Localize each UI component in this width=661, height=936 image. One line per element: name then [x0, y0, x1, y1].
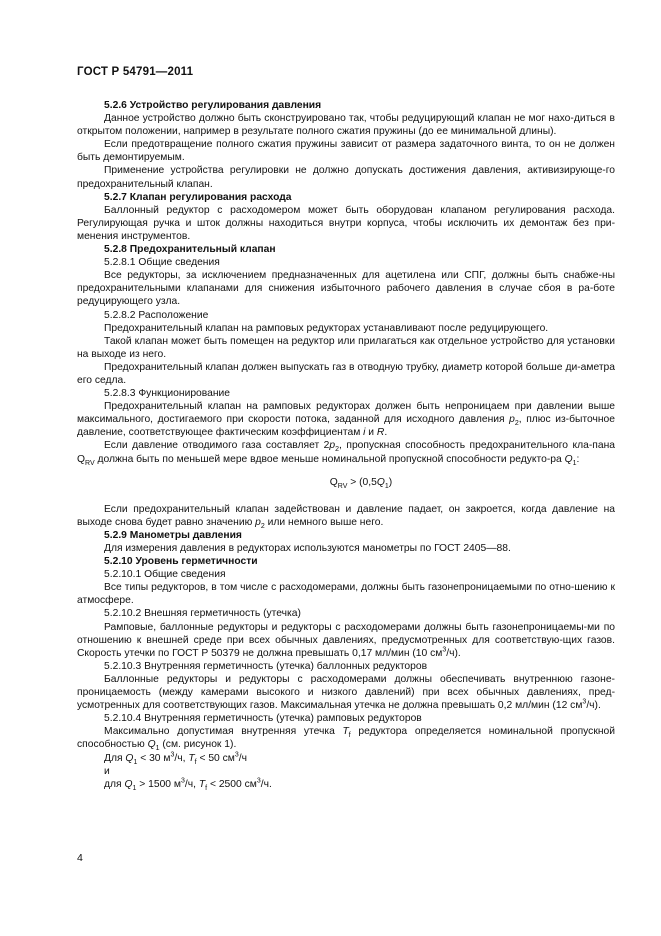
condition-line — [77, 778, 615, 791]
subscript: f — [205, 784, 208, 792]
paragraph: Предохранительный клапан на рамповых редукторах устанавливают после редуцирующего. — [104, 322, 549, 334]
text-run: : — [576, 453, 580, 465]
text-run: > (0,5 — [347, 476, 377, 488]
subscript: 2 — [260, 522, 265, 530]
text-run: Баллонные редукторы и редукторы с расходомерами должны обеспечивать внутреннюю газоне-проницаемость (между камерами высокого и низкого давлений) при всех обычных давлениях, пред-усмотренных для соответствующих газов. Максимальная утечка не должна превышать 0,2 мл/мин (12 см — [77, 673, 615, 712]
subscript: 1 — [132, 784, 137, 792]
paragraph — [77, 400, 615, 439]
text-run: , пропускная способность предохранительного кла-пана Q — [77, 440, 615, 465]
paragraph — [77, 503, 615, 529]
document-header: ГОСТ Р 54791—2011 — [77, 66, 194, 78]
text-run: /ч. — [260, 778, 272, 790]
paragraph: Баллонный редуктор с расходомером может быть оборудован клапаном регулирования расхода. Регулирующая ручка и шток должны находиться внутри корпуса, чтобы исключить их демонтаж без при-менения инструментов. — [77, 204, 615, 242]
symbol: p — [329, 440, 336, 452]
document-body — [77, 99, 615, 791]
text-run: ) — [388, 476, 393, 488]
text-run: > 1500 м — [136, 778, 181, 790]
subsection-heading: 5.2.10.4 Внутренняя герметичность (утечка) рамповых редукторов — [104, 713, 422, 725]
symbol: i — [363, 427, 366, 439]
subscript: 1 — [572, 459, 577, 467]
text-run: /ч). — [586, 700, 601, 712]
subscript: 2 — [335, 446, 340, 454]
paragraph: Применение устройства регулировки не должно допускать достижения давления, активизирующе-го предохранительный клапан. — [77, 165, 615, 190]
superscript: 3 — [180, 777, 185, 785]
text-run: Q — [329, 476, 338, 488]
text-run: и — [365, 427, 377, 439]
subscript: RV — [85, 459, 95, 467]
paragraph — [77, 673, 615, 712]
subsection-heading: 5.2.8.2 Расположение — [104, 309, 209, 321]
symbol: Q — [125, 752, 134, 764]
paragraph — [77, 725, 615, 751]
text-run: < 30 м — [137, 752, 171, 764]
section-heading-5-2-8: 5.2.8 Предохранительный клапан — [104, 244, 276, 256]
superscript: 3 — [442, 646, 447, 654]
symbol: T — [198, 778, 206, 790]
subscript: RV — [337, 482, 348, 490]
superscript: 3 — [170, 751, 175, 759]
text-run: Для — [104, 752, 126, 764]
symbol: T — [342, 726, 349, 738]
symbol: p — [255, 516, 261, 528]
text-run: Если давление отводимого газа составляет 2 — [104, 440, 330, 452]
subsection-heading: 5.2.8.1 Общие сведения — [104, 257, 220, 269]
subscript: f — [348, 732, 351, 740]
text-run: Если предохранительный клапан задействован и давление падает, он закроется, когда давление на выходе снова будет равно значению — [77, 503, 615, 528]
paragraph — [77, 621, 615, 660]
text-run: Предохранительный клапан на рамповых редукторах должен быть непроницаем при давлении выше максимального, достигаемого при скорости потока, заданной для исходного давления — [77, 401, 615, 426]
subsection-heading: 5.2.8.3 Функционирование — [104, 388, 231, 400]
formula — [77, 476, 615, 489]
paragraph: Для измерения давления в редукторах используются манометры по ГОСТ 2405—88. — [104, 543, 511, 554]
paragraph: Если предотвращение полного сжатия пружины зависит от размера задаточного винта, то он не должен быть демонтируемым. — [77, 139, 615, 164]
symbol: T — [188, 752, 195, 764]
paragraph: Такой клапан может быть помещен на редуктор или прилагаться как отдельное устройство для установки на выходе из него. — [77, 335, 615, 360]
text-run: или немного выше него. — [264, 516, 384, 528]
subscript: 1 — [155, 745, 160, 753]
subscript: 1 — [133, 758, 138, 766]
text-run: (см. рисунок 1). — [159, 739, 237, 751]
text-run: . — [384, 427, 388, 439]
text-run: /ч — [238, 752, 248, 764]
subscript: 1 — [384, 482, 389, 490]
text-run: Рамповые, баллонные редукторы и редукторы с расходомерами должны быть газонепроницаемы-ми по отношению к внешней среде при всех обычных давлениях, предусмотренных для соответствую-щих газов. Скорость утечки по ГОСТ Р 50379 не должна превышать 0,17 мл/мин (10 см — [77, 621, 615, 659]
text-run: < 50 см — [196, 752, 235, 764]
condition-line: и — [104, 765, 110, 777]
symbol: Q — [124, 778, 133, 790]
section-heading-5-2-6: 5.2.6 Устройство регулирования давления — [104, 100, 322, 111]
superscript: 3 — [234, 751, 239, 759]
paragraph: Данное устройство должно быть сконструировано так, чтобы редуцирующий клапан не мог нахо-диться в открытом положении, например в результате полного сжатия пружины (до ее минимальной длины). — [77, 113, 615, 138]
subsection-heading: 5.2.10.2 Внешняя герметичность (утечка) — [104, 608, 301, 620]
paragraph: Предохранительный клапан должен выпускать газ в отводную трубку, диаметр которой больше ди-аметра его седла. — [77, 361, 615, 386]
symbol: Q — [147, 739, 156, 751]
page-number: 4 — [77, 852, 83, 864]
subsection-heading: 5.2.10.3 Внутренняя герметичность (утечка) баллонных редукторов — [104, 660, 428, 672]
paragraph: Все типы редукторов, в том числе с расходомерами, должны быть газонепроницаемыми по отно-шению к атмосфере. — [77, 582, 615, 607]
paragraph — [77, 439, 615, 465]
symbol: Q — [564, 453, 573, 465]
paragraph: Все редукторы, за исключением предназначенных для ацетилена или СПГ, должны быть снабже-ны предохранительными клапанами для снижения избыточного рабочего давления в случае сбоя в ра-боте редуцирующего узла. — [77, 270, 615, 308]
text-run: редуктора определяется номинальной пропускной способностью — [77, 726, 615, 751]
text-run: Максимально допустимая внутренняя утечка — [104, 726, 343, 738]
text-run: /ч). — [446, 647, 461, 659]
text-run: , плюс из-быточное давление, соответствующее фактическим коэффициентам — [77, 414, 615, 439]
superscript: 3 — [256, 777, 261, 785]
symbol: Q — [376, 476, 385, 488]
subscript: f — [194, 758, 197, 766]
text-run: /ч, — [174, 752, 189, 764]
subscript: 2 — [514, 420, 519, 428]
symbol: R — [376, 427, 385, 439]
text-run: для — [104, 778, 125, 790]
section-heading-5-2-10: 5.2.10 Уровень герметичности — [104, 556, 258, 568]
symbol: p — [509, 414, 515, 426]
text-run: /ч, — [184, 778, 199, 790]
condition-line — [77, 752, 615, 765]
text-run: должна быть по меньшей мере вдвое меньше номинальной пропускной способности редукто-ра — [94, 453, 565, 465]
section-heading-5-2-7: 5.2.7 Клапан регулирования расхода — [104, 191, 292, 203]
superscript: 3 — [582, 698, 587, 706]
text-run: < 2500 см — [207, 778, 257, 790]
subsection-heading: 5.2.10.1 Общие сведения — [104, 569, 226, 581]
section-heading-5-2-9: 5.2.9 Манометры давления — [104, 529, 242, 541]
